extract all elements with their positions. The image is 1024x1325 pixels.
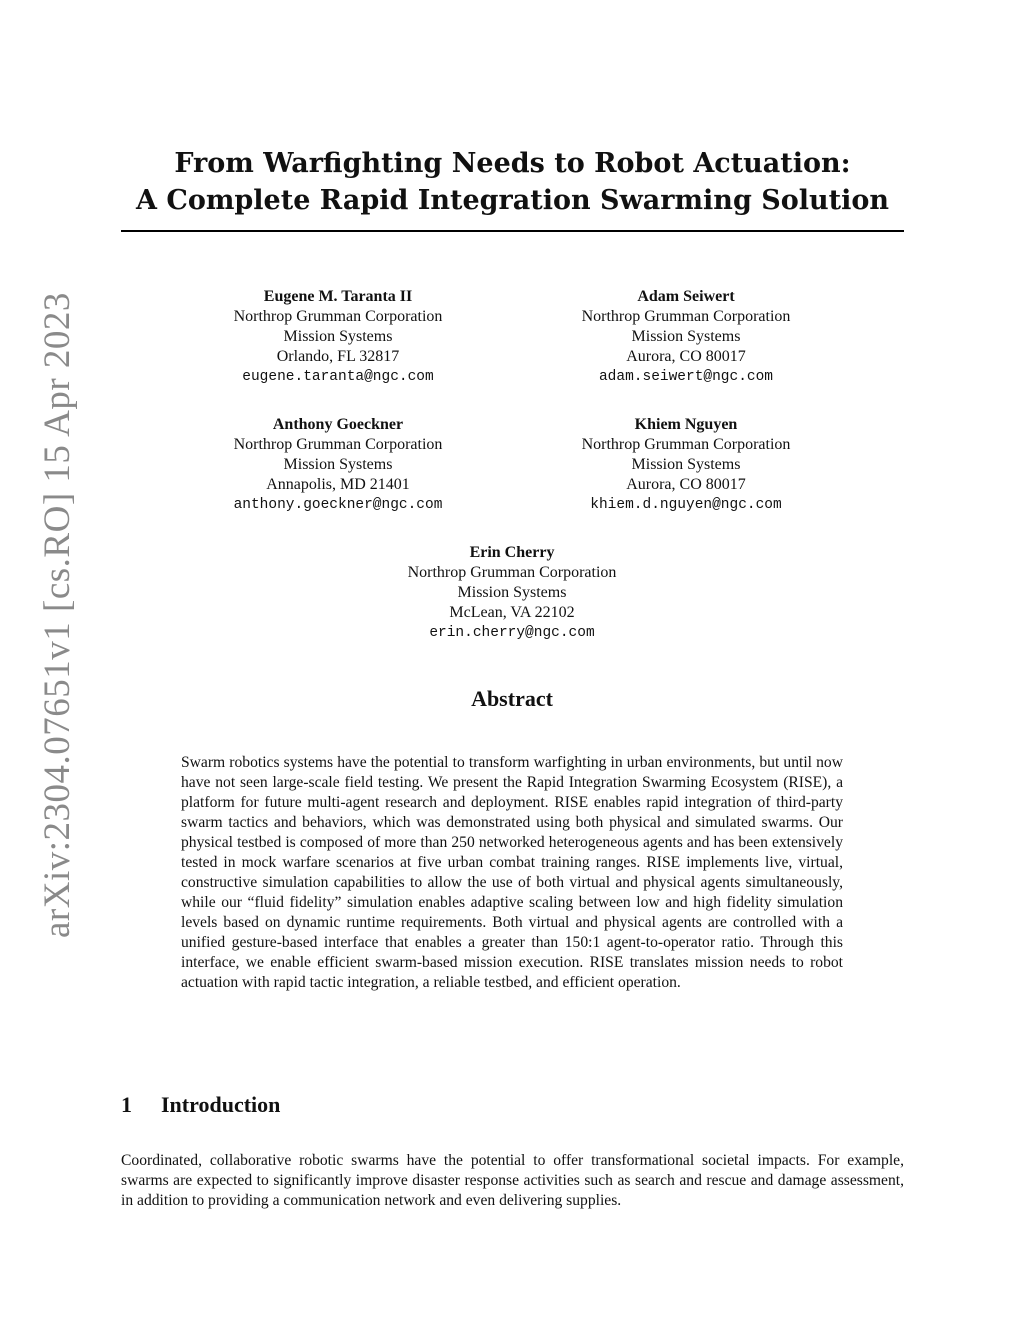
section-number: 1 xyxy=(121,1092,132,1117)
title-line-2: A Complete Rapid Integration Swarming Solution xyxy=(136,185,889,216)
author-organization: Northrop Grumman Corporation xyxy=(581,436,791,453)
title-line-1: From Warfighting Needs to Robot Actuation: xyxy=(174,148,851,179)
author-department: Mission Systems xyxy=(283,456,393,473)
author-email[interactable]: anthony.goeckner@ngc.com xyxy=(233,497,443,513)
author-email[interactable]: khiem.d.nguyen@ngc.com xyxy=(590,497,782,513)
author-block xyxy=(158,287,518,387)
author-email[interactable]: eugene.taranta@ngc.com xyxy=(242,369,434,385)
author-name: Eugene M. Taranta II xyxy=(263,288,413,305)
author-block xyxy=(158,415,518,515)
abstract-text: Swarm robotics systems have the potential to transform warfighting in urban environments, but until now have not seen large-scale field testing. We present the Rapid Integration Swarming Ecosystem (RISE), a platform for future multi-agent research and deployment. RISE enables rapid integration of third-party swarm tactics and behaviors, which was demonstrated using both physical and simulated swarms. Our physical testbed is composed of more than 250 networked heterogeneous agents and has been extensively tested in mock warfare scenarios at five urban combat training ranges. RISE implements live, virtual, constructive simulation capabilities to allow the use of both virtual and physical agents simultaneously, while our “fluid fidelity” simulation enables adaptive scaling between low and high fidelity simulation levels based on dynamic runtime requirements. Both virtual and physical agents are controlled with a unified gesture-based interface that enables a greater than 150:1 agent-to-operator ratio. Through this interface, we enable efficient swarm-based mission execution. RISE translates mission needs to robot actuation with rapid tactic integration, a reliable testbed, and efficient operation. xyxy=(181,754,843,991)
author-block xyxy=(332,543,692,643)
author-name: Adam Seiwert xyxy=(637,288,735,305)
author-organization: Northrop Grumman Corporation xyxy=(233,308,443,325)
author-location: Orlando, FL 32817 xyxy=(276,348,400,365)
author-block xyxy=(506,287,866,387)
author-location: Aurora, CO 80017 xyxy=(626,348,746,365)
author-name: Anthony Goeckner xyxy=(272,416,404,433)
author-department: Mission Systems xyxy=(631,328,741,345)
author-location: Annapolis, MD 21401 xyxy=(266,476,410,493)
author-organization: Northrop Grumman Corporation xyxy=(407,564,617,581)
abstract-heading: Abstract xyxy=(471,686,553,711)
author-location: Aurora, CO 80017 xyxy=(626,476,746,493)
author-organization: Northrop Grumman Corporation xyxy=(233,436,443,453)
author-department: Mission Systems xyxy=(457,584,567,601)
author-location: McLean, VA 22102 xyxy=(449,604,575,621)
author-department: Mission Systems xyxy=(283,328,393,345)
paper-title xyxy=(121,145,904,219)
author-name: Erin Cherry xyxy=(469,544,555,561)
introduction-paragraph: Coordinated, collaborative robotic swarms have the potential to offer transformational societal impacts. For example, swarms are expected to significantly improve disaster response activities such as search and rescue and damage assessment, in addition to providing a communication network and even delivering supplies. xyxy=(121,1152,904,1209)
section-heading xyxy=(121,1092,280,1118)
author-email[interactable]: adam.seiwert@ngc.com xyxy=(598,369,774,385)
title-divider xyxy=(121,230,904,232)
author-email[interactable]: erin.cherry@ngc.com xyxy=(429,625,595,641)
author-department: Mission Systems xyxy=(631,456,741,473)
author-name: Khiem Nguyen xyxy=(634,416,738,433)
author-block xyxy=(506,415,866,515)
section-title: Introduction xyxy=(161,1092,281,1117)
arxiv-identifier-stamp: arXiv:2304.07651v1 [cs.RO] 15 Apr 2023 xyxy=(37,292,78,938)
author-organization: Northrop Grumman Corporation xyxy=(581,308,791,325)
